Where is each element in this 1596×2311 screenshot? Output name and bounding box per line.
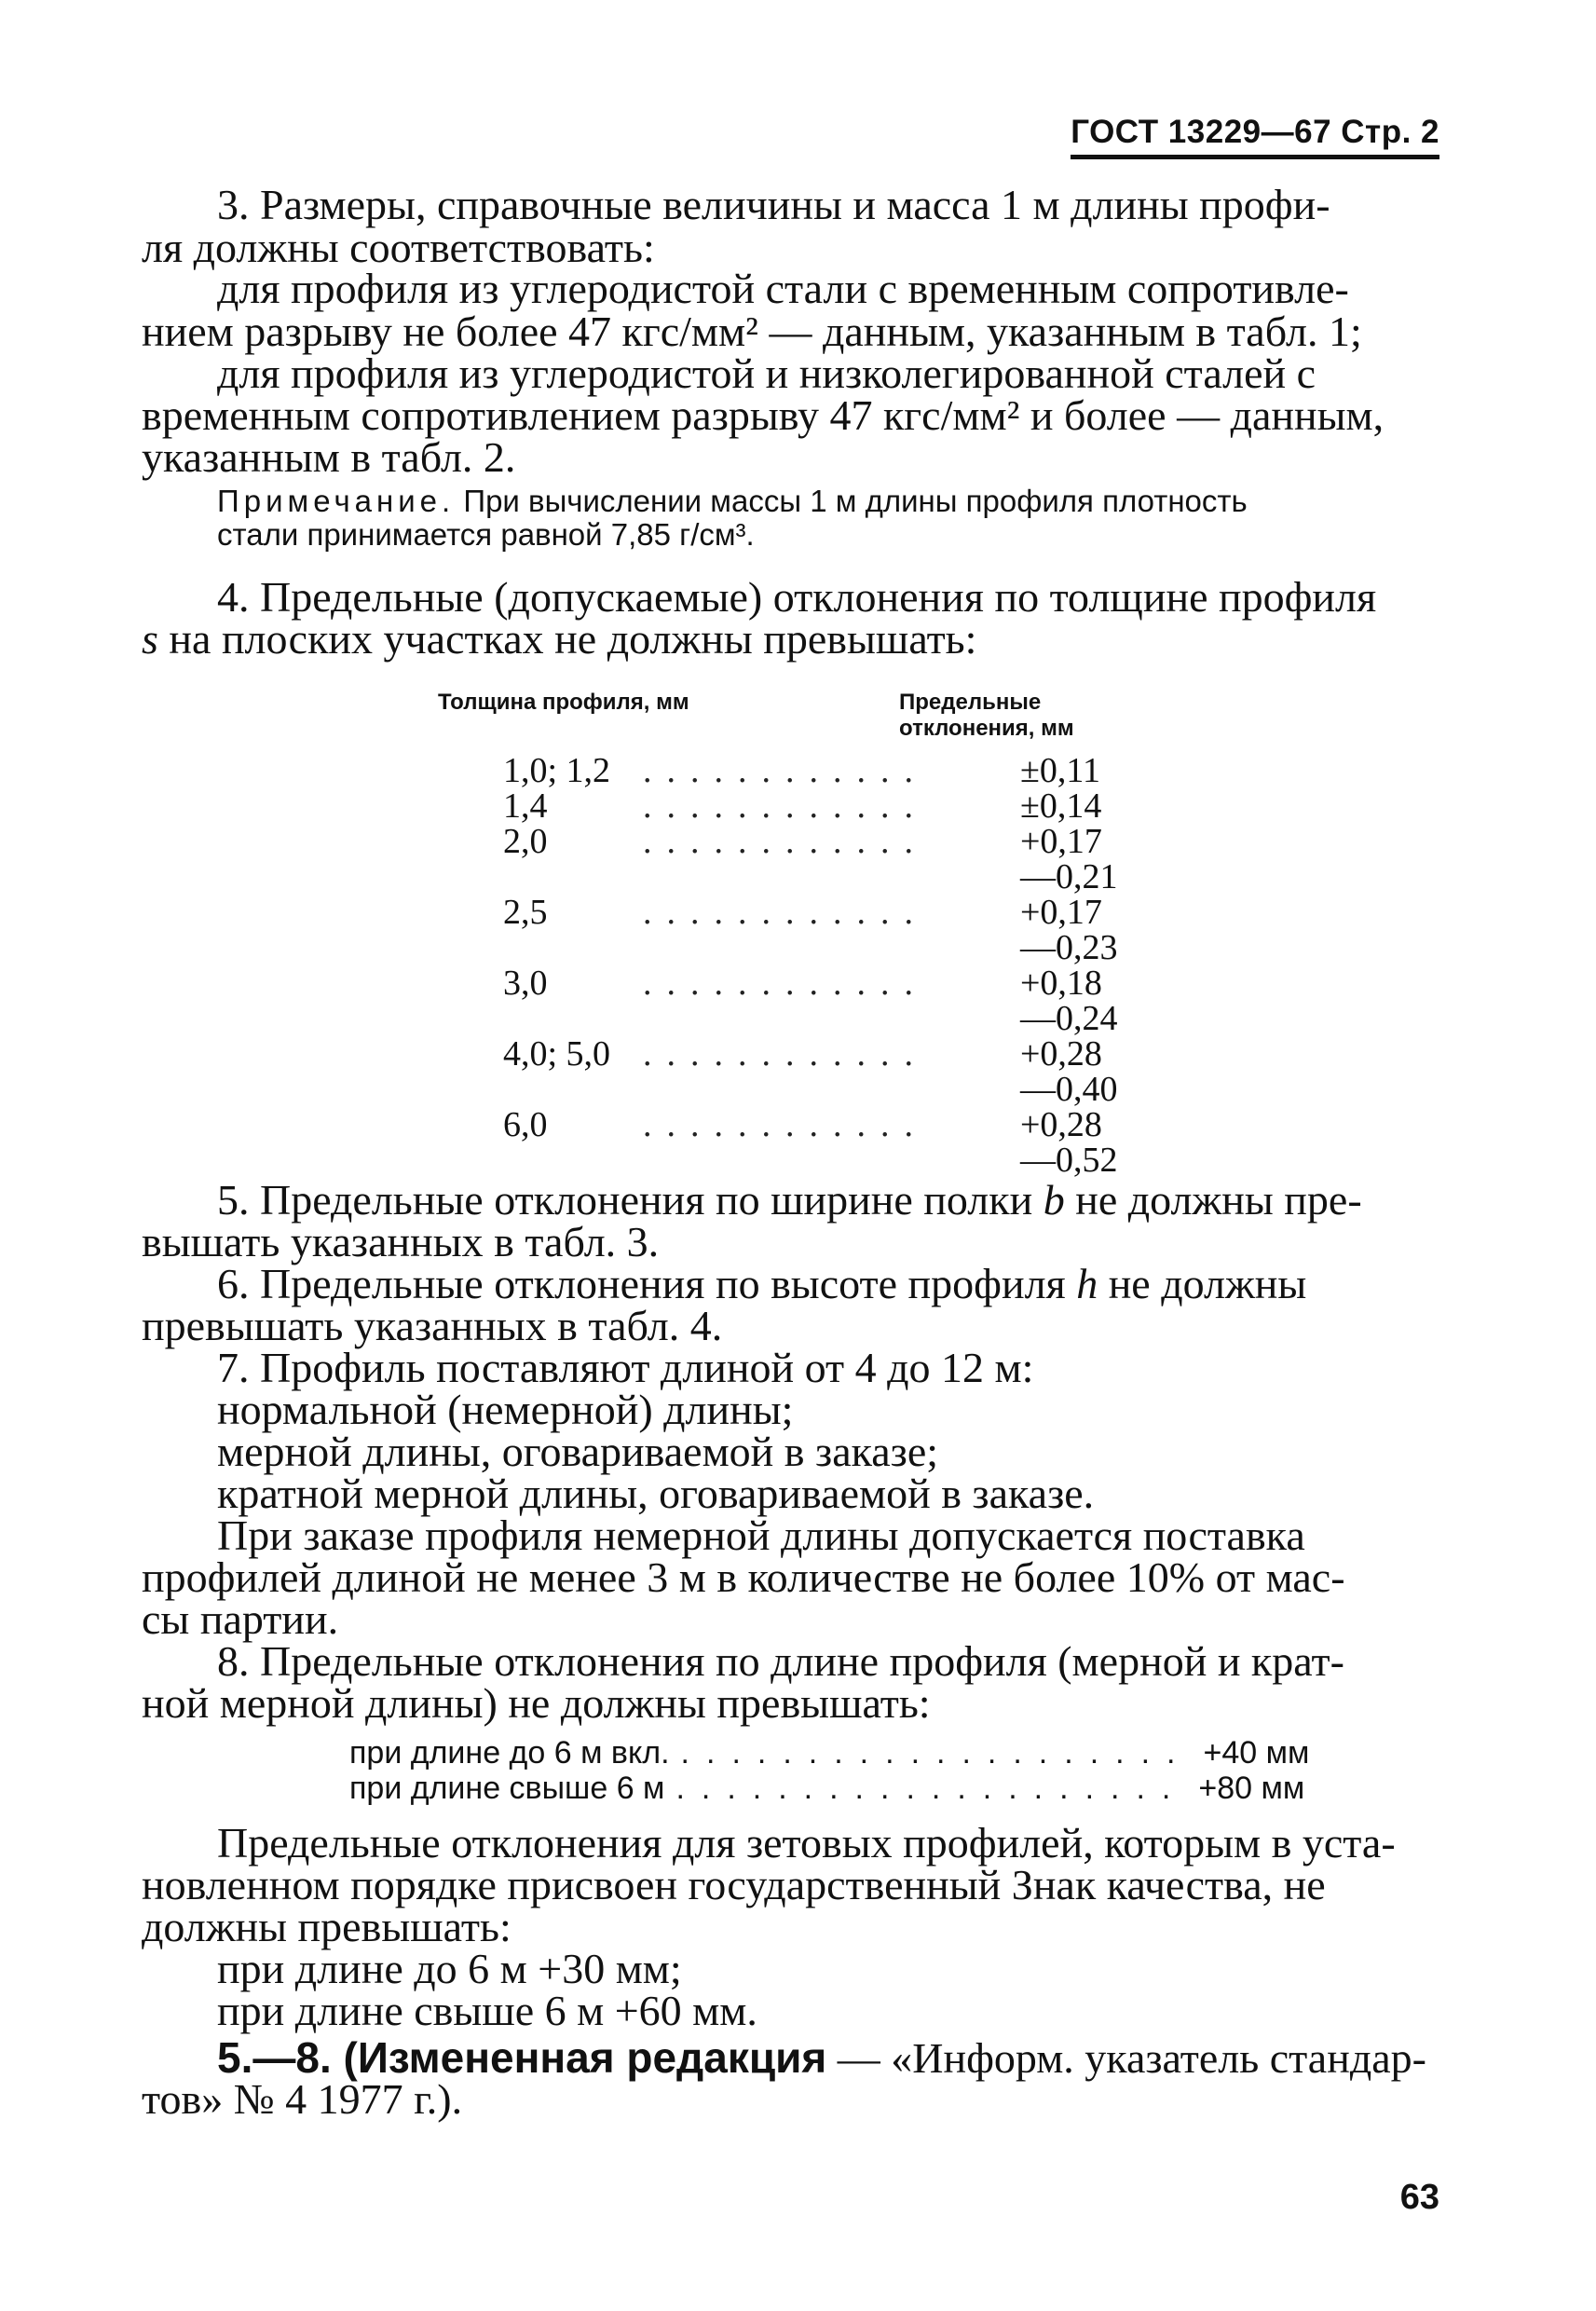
table-row bbox=[503, 1107, 1118, 1142]
dot-leader: ............ bbox=[643, 964, 928, 1003]
sec7-line7: сы партии. bbox=[142, 1595, 339, 1643]
quality-line3: должны превышать: bbox=[142, 1903, 512, 1950]
length-condition: при длине свыше 6 м bbox=[349, 1771, 665, 1806]
sec5-line1b: не должны пре- bbox=[1075, 1176, 1362, 1224]
dot-leader: ............ bbox=[643, 822, 928, 861]
dot-leader: ............ bbox=[643, 751, 928, 790]
thickness-cell: 1,4 bbox=[503, 786, 548, 826]
table-row bbox=[503, 824, 1118, 859]
table-row bbox=[503, 1036, 1118, 1072]
table-row bbox=[503, 965, 1118, 1001]
sec3-line3: для профиля из углеродистой стали с временным сопротивле- bbox=[217, 265, 1349, 312]
length-tolerance: +40 мм bbox=[1203, 1735, 1310, 1771]
sec8-line2: ной мерной длины) не должны превышать: bbox=[142, 1679, 931, 1727]
table-col-deviation-l1: Предельные bbox=[899, 690, 1042, 715]
deviation-cell: +0,17 bbox=[1020, 822, 1102, 861]
var-h: h bbox=[1076, 1260, 1098, 1307]
amend-line1 bbox=[217, 2033, 1426, 2082]
sec3-line1: 3. Размеры, справочные величины и масса 1 м длины профи- bbox=[217, 181, 1330, 228]
deviation-cell-lower: —0,24 bbox=[1020, 999, 1118, 1038]
sec6-line1 bbox=[217, 1260, 1307, 1307]
sec5-line1 bbox=[217, 1176, 1362, 1224]
dot-leader: ............ bbox=[643, 1105, 928, 1144]
sec8-line1: 8. Предельные отклонения по длине профиля (мерной и крат- bbox=[217, 1637, 1344, 1685]
thickness-cell: 2,0 bbox=[503, 822, 548, 861]
amend-bold: 5.—8. (Измененная редакция bbox=[217, 2033, 827, 2082]
sec5-line1a: 5. Предельные отклонения по ширине полки bbox=[217, 1176, 1033, 1224]
quality-line1: Предельные отклонения для зетовых профилей, которым в уста- bbox=[217, 1819, 1396, 1867]
sec3-line7: указанным в табл. 2. bbox=[142, 433, 516, 481]
thickness-cell: 4,0; 5,0 bbox=[503, 1034, 611, 1073]
deviation-cell: ±0,11 bbox=[1020, 751, 1100, 790]
quality-line4: при длине до 6 м +30 мм; bbox=[217, 1945, 682, 1992]
dot-leader: ............ bbox=[643, 893, 928, 932]
sec7-line1: 7. Профиль поставляют длиной от 4 до 12 м: bbox=[217, 1344, 1034, 1391]
page-header: ГОСТ 13229—67 Стр. 2 bbox=[1071, 114, 1439, 159]
sec7-line5: При заказе профиля немерной длины допускается поставка bbox=[217, 1511, 1305, 1559]
deviation-cell: ±0,14 bbox=[1020, 786, 1102, 826]
sec7-line2: нормальной (немерной) длины; bbox=[217, 1386, 794, 1433]
dot-leader: .................... bbox=[675, 1771, 1188, 1806]
deviation-cell: +0,17 bbox=[1020, 893, 1102, 932]
sec7-line6: профилей длиной не менее 3 м в количестве не более 10% от мас- bbox=[142, 1553, 1345, 1601]
length-tolerance: +80 мм bbox=[1198, 1771, 1305, 1806]
table-row bbox=[503, 895, 1118, 930]
var-b: b bbox=[1043, 1176, 1065, 1224]
sec3-line2: ля должны соответствовать: bbox=[142, 224, 655, 271]
note-text: При вычислении массы 1 м длины профиля плотность bbox=[463, 484, 1248, 518]
sec4-line2-text: на плоских участках не должны превышать: bbox=[169, 615, 977, 663]
thickness-cell: 3,0 bbox=[503, 964, 548, 1003]
table-col-deviation-l2: отклонения, мм bbox=[899, 716, 1074, 741]
deviation-cell: +0,28 bbox=[1020, 1105, 1102, 1144]
note-line1 bbox=[217, 485, 1248, 518]
length-condition: при длине до 6 м вкл. bbox=[349, 1735, 670, 1771]
var-s: s bbox=[142, 615, 158, 663]
deviation-cell-lower: —0,23 bbox=[1020, 928, 1118, 967]
sec4-line2 bbox=[142, 615, 977, 663]
sec7-line4: кратной мерной длины, оговариваемой в заказе. bbox=[217, 1470, 1095, 1517]
dot-leader: .................... bbox=[680, 1735, 1193, 1771]
page-number: 63 bbox=[1399, 2178, 1439, 2217]
sec6-line1a: 6. Предельные отклонения по высоте профиля bbox=[217, 1260, 1066, 1307]
note-label: Примечание. bbox=[217, 484, 456, 518]
table-row bbox=[503, 788, 1118, 824]
sec6-line2: превышать указанных в табл. 4. bbox=[142, 1302, 723, 1349]
quality-line2: новленном порядке присвоен государственный Знак качества, не bbox=[142, 1861, 1326, 1908]
thickness-cell: 2,5 bbox=[503, 893, 548, 932]
thickness-cell: 6,0 bbox=[503, 1105, 548, 1144]
sec7-line3: мерной длины, оговариваемой в заказе; bbox=[217, 1428, 939, 1475]
sec3-line4: нием разрыву не более 47 кгс/мм² — данным, указанным в табл. 1; bbox=[142, 308, 1362, 355]
amend-line2: тов» № 4 1977 г.). bbox=[142, 2075, 463, 2123]
dot-leader: ............ bbox=[643, 786, 928, 826]
note-line2: стали принимается равной 7,85 г/см³. bbox=[217, 517, 755, 552]
list-item bbox=[349, 1735, 1310, 1771]
deviation-cell: +0,18 bbox=[1020, 964, 1102, 1003]
deviation-cell-lower: —0,40 bbox=[1020, 1070, 1118, 1109]
sec3-line6: временным сопротивлением разрыву 47 кгс/мм² и более — данным, bbox=[142, 391, 1385, 439]
sec6-line1b: не должны bbox=[1108, 1260, 1307, 1307]
sec3-line5: для профиля из углеродистой и низколегированной сталей с bbox=[217, 349, 1316, 397]
deviation-cell: +0,28 bbox=[1020, 1034, 1102, 1073]
deviation-cell-lower: —0,21 bbox=[1020, 857, 1118, 896]
sec5-line2: вышать указанных в табл. 3. bbox=[142, 1218, 660, 1265]
dot-leader: ............ bbox=[643, 1034, 928, 1073]
deviation-cell-lower: —0,52 bbox=[1020, 1141, 1118, 1180]
quality-line5: при длине свыше 6 м +60 мм. bbox=[217, 1987, 757, 2034]
table-col-thickness: Толщина профиля, мм bbox=[438, 690, 689, 715]
thickness-cell: 1,0; 1,2 bbox=[503, 751, 611, 790]
table-row bbox=[503, 753, 1118, 788]
sec4-line1: 4. Предельные (допускаемые) отклонения по толщине профиля bbox=[217, 573, 1377, 621]
amend-rest: — «Информ. указатель стандар- bbox=[837, 2034, 1426, 2082]
list-item bbox=[349, 1771, 1305, 1806]
